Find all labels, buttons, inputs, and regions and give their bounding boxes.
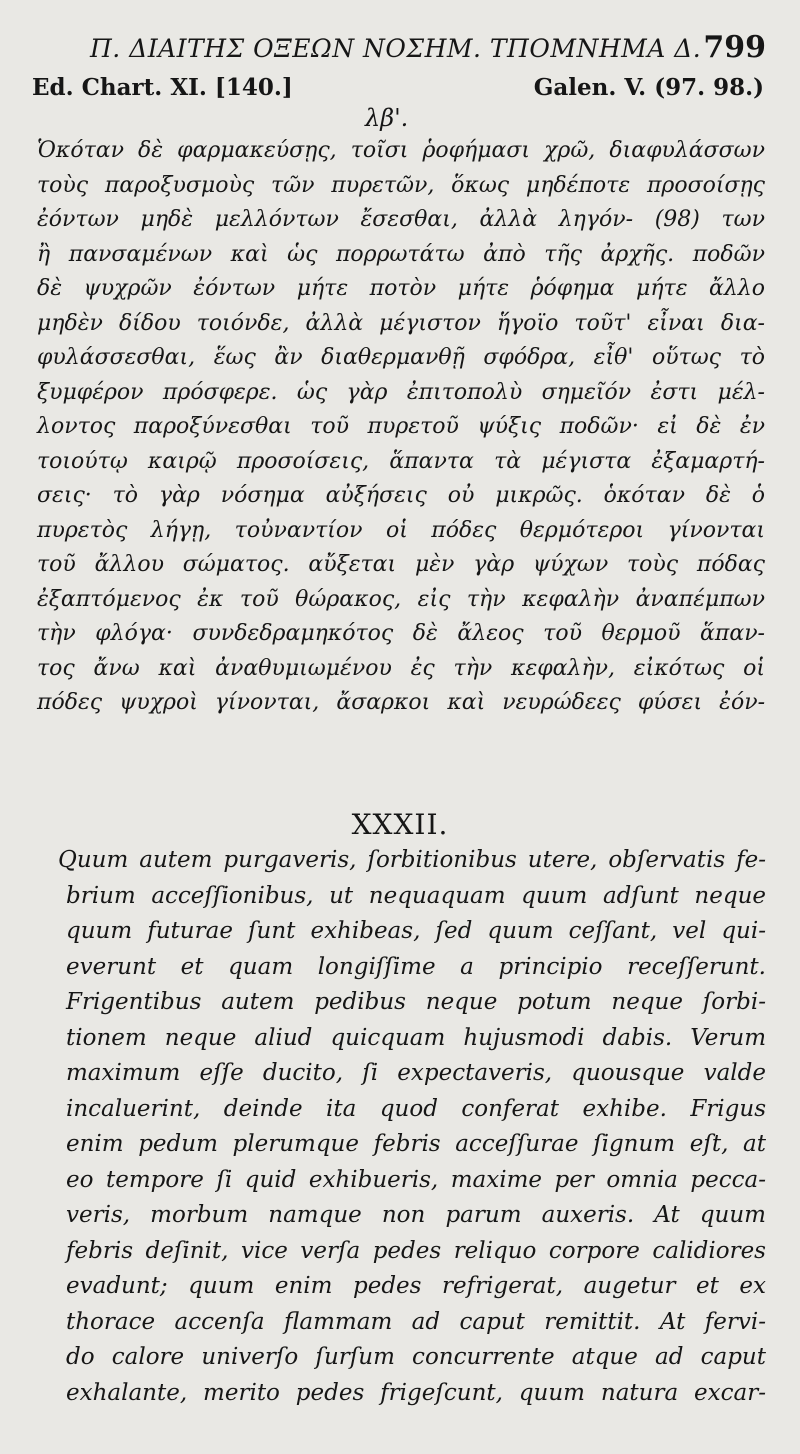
running-title: Π. ΔΙΑΙΤΗΣ ΟΞΕΩΝ ΝΟΣΗΜ. ΤΠΟΜΝΗΜΑ Δ. xyxy=(90,34,702,63)
greek-text-line: Ὁκόταν δὲ φαρμακεύσῃς, τοῖσι ῥοφήμασι χρῶ, διαφυλάσσων xyxy=(37,138,765,163)
greek-text-line: ξυμφέρον πρόσφερε. ὡς γὰρ ἐπιτοπολὺ σημεῖόν ἐστι μέλ- xyxy=(37,379,765,405)
latin-text-line: do calore univerſo ſurſum concurrente atque ad caput xyxy=(66,1344,766,1370)
latin-text-line: incaluerint, deinde ita quod conferat exhibe. Frigus xyxy=(66,1095,766,1122)
greek-text-line: τος ἄνω καὶ ἀναθυμιωμένου ἐς τὴν κεφαλὴν, εἰκότως οἱ xyxy=(37,655,765,681)
edition-chartier-reference: Ed. Chart. XI. [140.] xyxy=(32,74,293,101)
greek-text-line: μηδὲν δίδου τοιόνδε, ἀλλὰ μέγιστον ἥγοϊο τοῦτ' εἶναι δια- xyxy=(37,310,765,336)
greek-text-line: τοῦ ἄλλου σώματος. αὔξεται μὲν γὰρ ψύχων τοὺς πόδας xyxy=(37,552,765,577)
latin-text-line: enim pedum plerumque febris acceſſurae ſignum eſt, at xyxy=(66,1131,766,1157)
latin-text-line: veris, morbum namque non parum auxeris. At quum xyxy=(66,1202,766,1228)
latin-text-line: Quum autem purgaveris, ſorbitionibus utere, obſervatis fe- xyxy=(58,847,766,873)
edition-galen-reference: Galen. V. (97. 98.) xyxy=(533,74,764,101)
latin-text-line: maximum eſſe ducito, ſi expectaveris, quousque valde xyxy=(66,1060,766,1086)
latin-text-line: febris deſinit, vice verſa pedes reliquo corpore calidiores xyxy=(66,1237,766,1264)
greek-paragraph xyxy=(37,134,765,721)
page-number: 799 xyxy=(703,30,766,65)
greek-text-line: σεις· τὸ γὰρ νόσημα αὐξήσεις οὐ μικρῶς. ὁκόταν δὲ ὁ xyxy=(37,483,765,508)
latin-text-line: Frigentibus autem pedibus neque potum neque ſorbi- xyxy=(66,989,766,1015)
latin-text-line: everunt et quam longiſſime a principio receſſerunt. xyxy=(66,953,766,980)
greek-text-line: ἐξαπτόμενος ἐκ τοῦ θώρακος, εἰς τὴν κεφαλὴν ἀναπέμπων xyxy=(37,586,765,612)
greek-text-line: τοὺς παροξυσμοὺς τῶν πυρετῶν, ὅκως μηδέποτε προσοίσῃς xyxy=(37,172,765,198)
latin-text-line: brium acceſſionibus, ut nequaquam quum adſunt neque xyxy=(66,882,766,909)
latin-text-line: exhalante, merito pedes frigeſcunt, quum natura excar- xyxy=(66,1379,766,1406)
latin-paragraph xyxy=(58,843,766,1411)
greek-text-line: λοντος παροξύνεσθαι τοῦ πυρετοῦ ψύξις ποδῶν· εἰ δὲ ἐν xyxy=(37,414,765,439)
greek-section-number: λβ'. xyxy=(365,104,409,132)
latin-text-line: thorace accenſa flammam ad caput remittit. At fervi- xyxy=(66,1308,766,1335)
latin-text-line: tionem neque aliud quicquam hujusmodi dabis. Verum xyxy=(66,1024,766,1051)
greek-text-line: πυρετὸς λήγῃ, τοὐναντίον οἱ πόδες θερμότεροι γίνονται xyxy=(37,517,765,543)
greek-text-line: τὴν φλόγα· συνδεδραμηκότος δὲ ἄλεος τοῦ θερμοῦ ἅπαν- xyxy=(37,621,765,646)
edition-reference-line xyxy=(0,70,800,106)
running-head xyxy=(0,28,800,68)
greek-text-line: ἐόντων μηδὲ μελλόντων ἔσεσθαι, ἀλλὰ ληγόν- (98) των xyxy=(37,207,765,232)
greek-text-line: φυλάσσεσθαι, ἕως ἂν διαθερμανθῇ σφόδρα, εἶθ' οὕτως τὸ xyxy=(37,345,765,370)
greek-text-line: τοιούτῳ καιρῷ προσοίσεις, ἅπαντα τὰ μέγιστα ἐξαμαρτή- xyxy=(37,448,765,474)
latin-section-heading: XXXII. xyxy=(351,808,449,841)
latin-text-line: evadunt; quum enim pedes refrigerat, augetur et ex xyxy=(66,1273,766,1299)
greek-text-line: δὲ ψυχρῶν ἐόντων μήτε ποτὸν μήτε ῥόφημα μήτε ἄλλο xyxy=(37,276,765,301)
latin-text-line: quum futurae ſunt exhibeas, ſed quum ceſſant, vel qui- xyxy=(66,918,766,944)
greek-text-line: πόδες ψυχροὶ γίνονται, ἄσαρκοι καὶ νευρώδεες φύσει ἐόν- xyxy=(37,690,765,715)
greek-text-line: ἢ πανσαμένων καὶ ὡς πορρωτάτω ἀπὸ τῆς ἀρχῆς. ποδῶν xyxy=(37,241,765,267)
latin-text-line: eo tempore ſi quid exhibueris, maxime per omnia pecca- xyxy=(66,1166,766,1193)
